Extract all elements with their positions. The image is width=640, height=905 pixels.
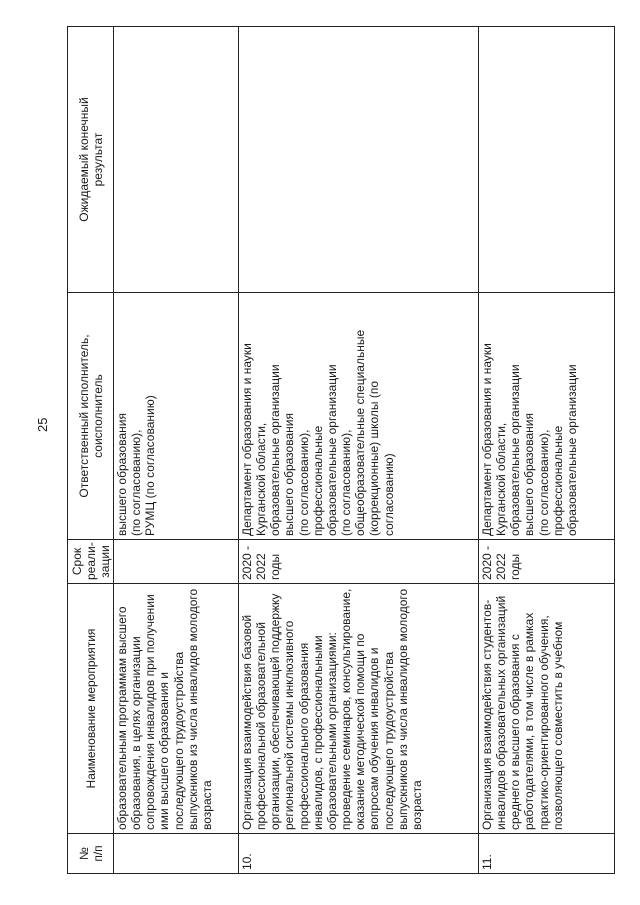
table-row — [239, 27, 479, 874]
row-num: 11. — [479, 834, 615, 874]
header-result: Ожидаемый конечный результат — [68, 27, 114, 293]
table-row — [479, 27, 615, 874]
measures-table — [67, 26, 615, 874]
row-num: 10. — [239, 834, 479, 874]
row-executor: Департамент образования и науки Курганской области, образовательные организации высшего образования (по согласованию), профессиональные образовательные организации (по согласованию), общеобразовательные специальные (коррекционные) школы (по согласованию) — [239, 293, 479, 540]
row-executor: высшего образования (по согласованию), РУМЦ (по согласованию) — [114, 293, 239, 540]
header-name: Наименование мероприятия — [68, 584, 114, 834]
table-row — [114, 27, 239, 874]
table-header-row — [68, 27, 114, 874]
header-num: № п/п — [68, 834, 114, 874]
row-term: 2020 - 2022 годы — [239, 540, 479, 584]
row-result — [239, 27, 479, 293]
row-result — [479, 27, 615, 293]
row-term — [114, 540, 239, 584]
row-name: образовательным программам высшего образования, в целях организации сопровождения инвалидов при получении ими высшего образования и последующего трудоустройства выпускников из числа инвалидов молодого возраста — [114, 584, 239, 834]
row-result — [114, 27, 239, 293]
row-name: Организация взаимодействия базовой профессиональной образовательной организации, обеспечивающей поддержку региональной системы инклюзивного профессионального образования инвалидов, с профессиональными образовательными организациями: проведение семинаров, консультирование, оказание методической помощи по вопросам обучения инвалидов и последующего трудоустройства выпускников из числа инвалидов молодого возраста — [239, 584, 479, 834]
row-executor: Департамент образования и науки Курганской области, образовательные организации высшего образования (по согласованию), профессиональные образовательные организации — [479, 293, 615, 540]
page-number: 25 — [35, 417, 50, 432]
header-term: Срок реали- зации — [68, 540, 114, 584]
row-term: 2020 - 2022 годы — [479, 540, 615, 584]
rotated-table-wrapper — [67, 27, 614, 874]
header-executor: Ответственный исполнитель, соисполнитель — [68, 293, 114, 540]
row-num — [114, 834, 239, 874]
row-name: Организация взаимодействия студентов-инвалидов образовательных организаций среднего и высшего образования с работодателями, в том числе в рамках практико-ориентированного обучения, позволяющего совместить в учебном — [479, 584, 615, 834]
